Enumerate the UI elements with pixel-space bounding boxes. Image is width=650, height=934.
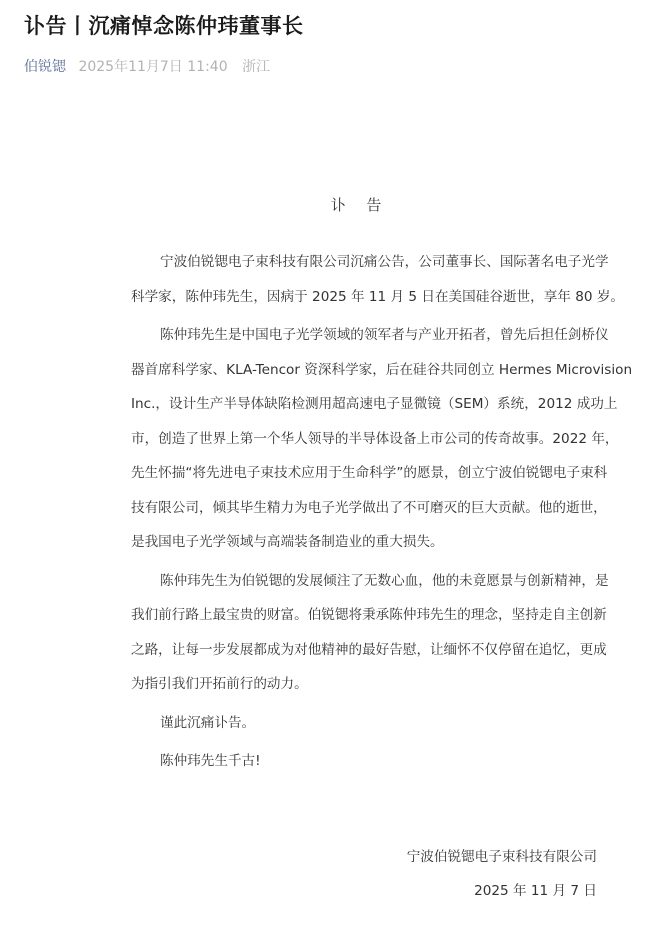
author-link[interactable]: 伯锐锶: [24, 59, 66, 75]
paragraph-line: 谨此沉痛讣告。: [160, 714, 256, 731]
paragraph-line: 为指引我们开拓前行的动力。: [131, 676, 308, 692]
paragraph-line: 陈仲玮先生是中国电子光学领域的领军者与产业开拓者，曾先后担任剑桥仪: [160, 327, 609, 343]
notice-signature: 宁波伯锐锶电子束科技有限公司: [406, 849, 597, 865]
notice-paragraph: [131, 706, 597, 741]
paragraph-line: 我们前行路上最宝贵的财富。伯锐锶将秉承陈仲玮先生的理念，坚持走自主创新: [131, 607, 607, 623]
paragraph-line: 市，创造了世界上第一个华人领导的半导体设备上市公司的传奇故事。2022 年，: [131, 430, 619, 447]
paragraph-line: 陈仲玮先生千古!: [160, 753, 261, 769]
paragraph-line: 宁波伯锐锶电子束科技有限公司沉痛公告，公司董事长、国际著名电子光学: [160, 254, 609, 270]
notice-paragraph: [131, 564, 609, 702]
notice-heading: 讣 告: [330, 196, 390, 214]
paragraph-line: 之路，让每一步发展都成为对他精神的最好告慰，让缅怀不仅停留在追忆，更成: [131, 641, 607, 658]
paragraph-line: 科学家，陈仲玮先生，因病于 2025 年 11 月 5 日在美国硅谷逝世，享年 80 岁。: [131, 288, 625, 305]
notice-paragraph: [131, 245, 625, 314]
paragraph-line: 先生怀揣“将先进电子束技术应用于生命科学”的愿景，创立宁波伯锐锶电子束科: [131, 465, 608, 481]
publish-location: 浙江: [242, 59, 271, 75]
paragraph-line: 是我国电子光学领域与高端装备制造业的重大损失。: [131, 534, 444, 550]
notice-body: [131, 245, 633, 783]
notice-paragraph: [131, 318, 633, 560]
paragraph-line: Inc.，设计生产半导体缺陷检测用超高速电子显微镜（SEM）系统，2012 成功上: [131, 396, 618, 412]
paragraph-line: 器首席科学家、KLA-Tencor 资深科学家，后在硅谷共同创立 Hermes Microvision: [131, 361, 633, 378]
paragraph-line: 陈仲玮先生为伯锐锶的发展倾注了无数心血，他的未竟愿景与创新精神，是: [160, 572, 609, 589]
publish-time: 2025年11月7日 11:40: [78, 59, 228, 75]
paragraph-line: 技有限公司，倾其毕生精力为电子光学做出了不可磨灭的巨大贡献。他的逝世，: [131, 499, 607, 516]
notice-paragraph: [131, 744, 597, 779]
notice-date: 2025 年 11 月 7 日: [474, 883, 597, 899]
article-title: 讣告丨沉痛悼念陈仲玮董事长: [24, 14, 304, 38]
article-meta: [24, 56, 270, 76]
